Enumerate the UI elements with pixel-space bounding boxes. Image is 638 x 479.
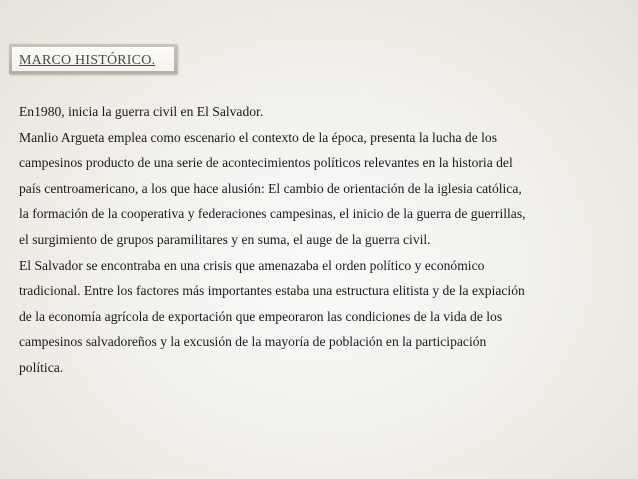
body-line: El Salvador se encontraba en una crisis que amenazaba el orden político y económico <box>19 257 485 273</box>
body-line: país centroamericano, a los que hace alusión: El cambio de orientación de la iglesia católica, <box>19 180 522 196</box>
body-line: campesinos producto de una serie de acontecimientos políticos relevantes en la historia del <box>19 155 513 171</box>
slide-body <box>19 99 629 381</box>
body-line: de la economía agrícola de exportación que empeoraron las condiciones de la vida de los <box>19 308 503 324</box>
body-line: política. <box>19 359 64 375</box>
slide-title: MARCO HISTÓRICO. <box>19 53 156 68</box>
body-line: En1980, inicia la guerra civil en El Salvador. <box>19 104 264 119</box>
body-line: la formación de la cooperativa y federaciones campesinas, el inicio de la guerra de guerrillas, <box>19 206 526 222</box>
body-line: el surgimiento de grupos paramilitares y en suma, el auge de la guerra civil. <box>19 231 431 247</box>
body-line: Manlio Argueta emplea como escenario el contexto de la época, presenta la lucha de los <box>19 129 497 145</box>
body-line: campesinos salvadoreños y la excusión de la mayoría de población en la participación <box>19 334 487 350</box>
body-line: tradicional. Entre los factores más importantes estaba una estructura elitista y de la expiación <box>19 283 525 299</box>
